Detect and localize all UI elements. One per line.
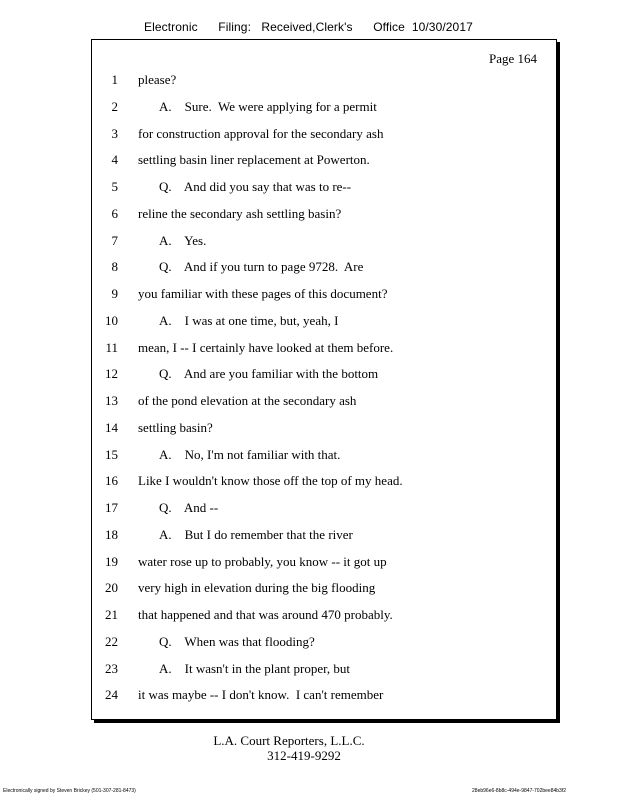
transcript-line xyxy=(92,364,556,384)
header-received: Received,Clerk's xyxy=(261,20,353,34)
header-electronic: Electronic xyxy=(144,20,198,34)
line-text: settling basin liner replacement at Powerton. xyxy=(138,152,370,168)
line-text: for construction approval for the secondary ash xyxy=(138,125,384,141)
transcript-line xyxy=(92,685,556,705)
line-text: reline the secondary ash settling basin? xyxy=(138,205,342,221)
transcript-line xyxy=(92,498,556,518)
line-number: 19 xyxy=(105,553,118,569)
line-text: that happened and that was around 470 probably. xyxy=(138,607,393,622)
transcript-line xyxy=(92,471,556,491)
electronic-signature: Electronically signed by Steven Brickey (501-307-281-8473) xyxy=(3,788,136,794)
line-text: please? xyxy=(138,72,177,87)
line-text: Q. When was that flooding? xyxy=(159,633,315,649)
signature-hash: 28eb96e6-8b8c-494e-9847-702bee84b3f2 xyxy=(472,788,566,794)
filing-header xyxy=(144,20,473,34)
line-number: 18 xyxy=(105,526,118,542)
transcript-line xyxy=(92,659,556,679)
line-number: 11 xyxy=(105,339,118,355)
line-number: 13 xyxy=(105,393,118,408)
line-text: Q. And are you familiar with the bottom xyxy=(159,366,379,382)
transcript-line xyxy=(92,204,556,224)
line-number: 7 xyxy=(111,232,118,248)
line-number: 24 xyxy=(105,687,118,703)
header-date: 10/30/2017 xyxy=(411,20,473,34)
line-number: 6 xyxy=(111,205,118,221)
header-office: Office xyxy=(373,20,405,34)
transcript-line xyxy=(92,70,556,90)
line-number: 2 xyxy=(111,98,118,114)
line-text: A. No, I'm not familiar with that. xyxy=(159,446,341,462)
line-text: A. It wasn't in the plant proper, but xyxy=(159,660,351,676)
line-text: mean, I -- I certainly have looked at them before. xyxy=(138,339,394,355)
transcript-line xyxy=(92,418,556,438)
line-number: 16 xyxy=(105,473,118,489)
transcript-line xyxy=(92,525,556,545)
line-number: 1 xyxy=(111,72,118,87)
line-number: 9 xyxy=(111,286,118,301)
transcript-line xyxy=(92,445,556,465)
transcript-page xyxy=(91,39,557,720)
line-text: water rose up to probably, you know -- it got up xyxy=(138,553,387,569)
transcript-line xyxy=(92,97,556,117)
transcript-line xyxy=(92,284,556,304)
line-number: 4 xyxy=(111,152,118,168)
line-text: Like I wouldn't know those off the top of my head. xyxy=(138,473,403,489)
line-number: 21 xyxy=(105,607,118,622)
line-text: Q. And did you say that was to re-- xyxy=(159,179,352,194)
line-text: Q. And if you turn to page 9728. Are xyxy=(159,259,364,275)
reporter-company: L.A. Court Reporters, L.L.C. xyxy=(213,733,365,748)
line-text: settling basin? xyxy=(138,419,213,435)
line-number: 12 xyxy=(105,366,118,382)
line-text: it was maybe -- I don't know. I can't remember xyxy=(138,687,384,703)
line-number: 8 xyxy=(111,259,118,275)
line-text: A. Yes. xyxy=(159,232,207,248)
line-number: 10 xyxy=(105,312,118,328)
transcript-line xyxy=(92,338,556,358)
line-text: you familiar with these pages of this document? xyxy=(138,286,388,301)
line-text: very high in elevation during the big flooding xyxy=(138,580,376,596)
line-number: 20 xyxy=(105,580,118,596)
transcript-line xyxy=(92,257,556,277)
line-text: of the pond elevation at the secondary ash xyxy=(138,393,357,408)
reporter-phone: 312-419-9292 xyxy=(267,748,341,763)
transcript-line xyxy=(92,552,556,572)
line-text: A. I was at one time, but, yeah, I xyxy=(159,312,339,328)
transcript-line xyxy=(92,391,556,411)
line-number: 14 xyxy=(105,419,118,435)
transcript-line xyxy=(92,177,556,197)
page-number: Page 164 xyxy=(488,51,537,66)
transcript-line xyxy=(92,578,556,598)
header-filing: Filing: xyxy=(218,20,252,34)
line-number: 17 xyxy=(105,500,118,515)
line-number: 23 xyxy=(105,660,118,676)
line-text: Q. And -- xyxy=(159,500,219,515)
line-number: 15 xyxy=(105,446,118,462)
transcript-line xyxy=(92,605,556,625)
transcript-line xyxy=(92,231,556,251)
transcript-line xyxy=(92,311,556,331)
line-number: 5 xyxy=(111,179,118,194)
line-number: 3 xyxy=(111,125,118,141)
transcript-line xyxy=(92,150,556,170)
transcript-line xyxy=(92,124,556,144)
line-number: 22 xyxy=(105,633,118,649)
line-text: A. But I do remember that the river xyxy=(159,526,353,542)
line-text: A. Sure. We were applying for a permit xyxy=(159,98,377,114)
transcript-line xyxy=(92,632,556,652)
